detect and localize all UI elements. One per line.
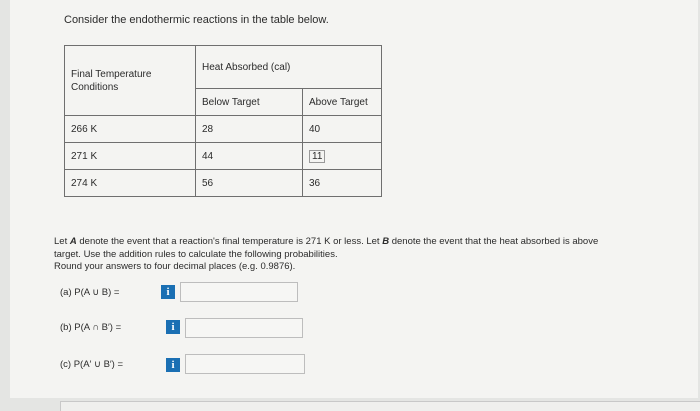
answer-c-input[interactable]	[185, 354, 305, 374]
cell-above-value: 11	[309, 150, 325, 163]
header-heat-absorbed: Heat Absorbed (cal)	[196, 46, 382, 89]
cell-above	[303, 143, 382, 170]
header-below-target: Below Target	[196, 89, 303, 116]
cell-temp: 274 K	[65, 170, 196, 197]
info-icon[interactable]: i	[166, 320, 180, 334]
cell-below: 28	[196, 116, 303, 143]
question-b	[60, 322, 121, 333]
cell-temp: 271 K	[65, 143, 196, 170]
rounding-instruction: Round your answers to four decimal places (e.g. 0.9876).	[54, 261, 296, 272]
question-c-label: (c) P(A′ ∪ B′) =	[60, 359, 124, 370]
question-a	[60, 287, 119, 298]
answer-a-input[interactable]	[180, 282, 298, 302]
question-a-label: (a) P(A ∪ B) =	[60, 287, 120, 298]
question-prompt: Consider the endothermic reactions in the table below.	[64, 14, 329, 26]
header-above-target: Above Target	[303, 89, 382, 116]
cell-below: 44	[196, 143, 303, 170]
table-row	[65, 170, 382, 197]
cell-above: 40	[303, 116, 382, 143]
cell-above: 36	[303, 170, 382, 197]
var-b: B	[382, 236, 390, 247]
info-icon[interactable]: i	[161, 285, 175, 299]
cell-below: 56	[196, 170, 303, 197]
text-fragment: target. Use the addition rules to calculate the following probabilities.	[54, 248, 338, 260]
problem-text	[54, 236, 694, 274]
text-fragment: Let	[54, 236, 70, 247]
text-fragment: denote the event that a reaction's final temperature is 271 K or less. Let	[76, 236, 383, 247]
reaction-table	[64, 45, 382, 197]
table-row	[65, 116, 382, 143]
text-fragment: denote the event that the heat absorbed is above	[389, 236, 599, 247]
info-icon[interactable]: i	[166, 358, 180, 372]
cell-temp: 266 K	[65, 116, 196, 143]
question-b-label: (b) P(A ∩ B′) =	[60, 322, 122, 333]
answer-b-input[interactable]	[185, 318, 303, 338]
table-row	[65, 143, 382, 170]
header-final-temperature: Final Temperature Conditions	[65, 46, 196, 116]
question-c	[60, 359, 123, 370]
var-a: A	[69, 236, 77, 247]
